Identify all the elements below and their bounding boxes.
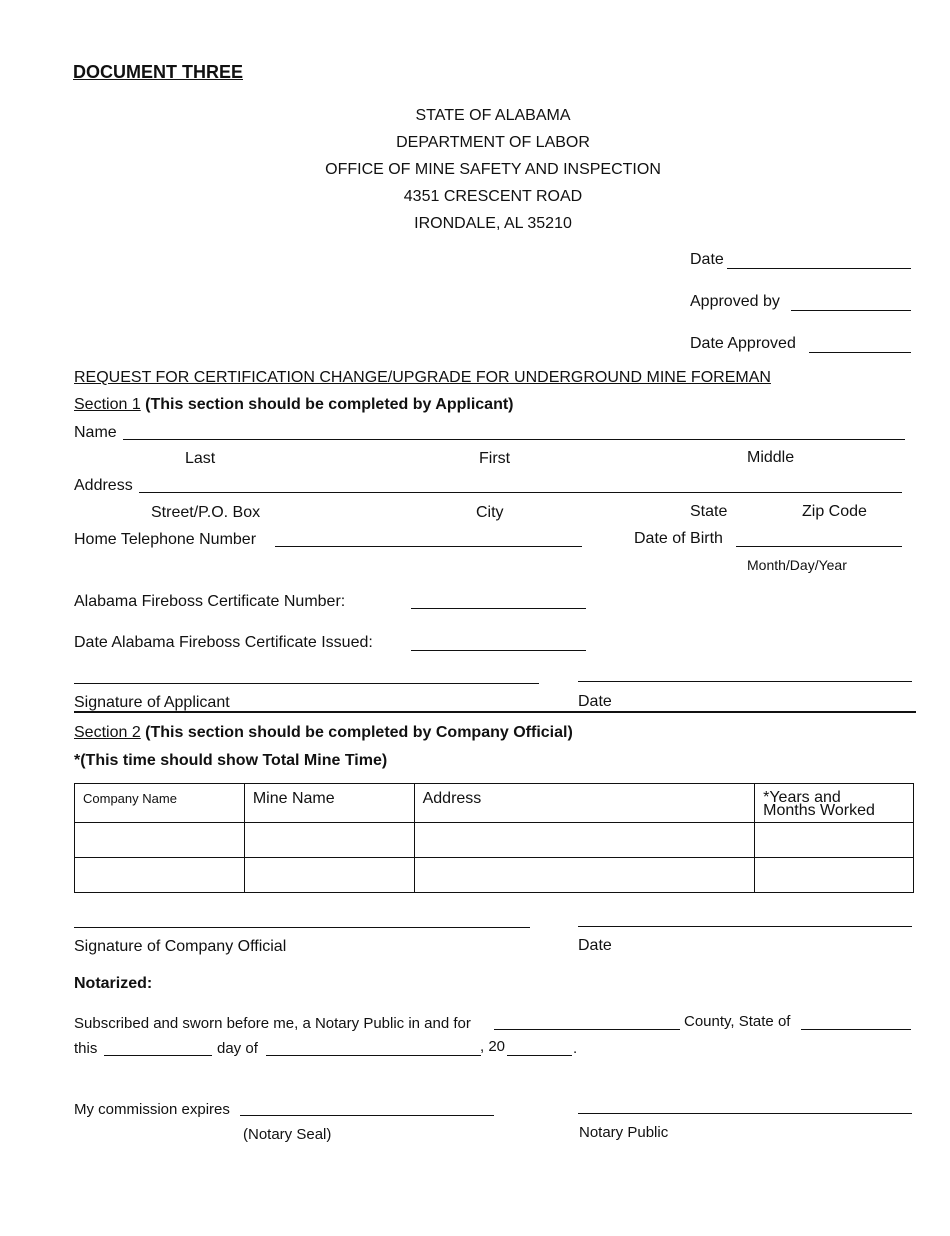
table-cell-address[interactable] <box>414 823 755 858</box>
notary-state-field[interactable] <box>801 1029 911 1030</box>
date-approved-field[interactable] <box>809 352 911 353</box>
col-years-line1: *Years and <box>763 789 841 806</box>
official-signature-label: Signature of Company Official <box>74 938 287 955</box>
section1-heading <box>74 396 514 414</box>
notary-county-field[interactable] <box>494 1029 680 1030</box>
date-approved-label: Date Approved <box>690 335 796 352</box>
address-city-caption: City <box>476 504 504 521</box>
agency-department: DEPARTMENT OF LABOR <box>396 134 590 151</box>
col-address <box>414 784 755 823</box>
day-of-text: day of <box>217 1040 258 1057</box>
address-zip-caption: Zip Code <box>802 503 867 520</box>
home-phone-field[interactable] <box>275 546 582 547</box>
address-label: Address <box>74 477 133 494</box>
col-years-worked <box>755 784 914 823</box>
sworn-text: Subscribed and sworn before me, a Notary Public in and for <box>74 1015 471 1032</box>
table-cell-mine[interactable] <box>244 823 414 858</box>
official-signature-date-label: Date <box>578 937 612 954</box>
section-divider <box>74 711 916 713</box>
approved-by-label: Approved by <box>690 293 780 310</box>
commission-expires-field[interactable] <box>240 1115 494 1116</box>
col-mine-name-label: Mine Name <box>252 790 335 807</box>
table-header-row <box>75 784 914 823</box>
notary-year-field[interactable] <box>507 1055 572 1056</box>
notary-public-label: Notary Public <box>579 1124 669 1141</box>
county-state-text: County, State of <box>684 1013 791 1030</box>
table-cell-company[interactable] <box>75 858 245 893</box>
employment-table <box>74 783 914 893</box>
office-date-label: Date <box>690 251 724 268</box>
section2-note: (This section should be completed by Company Official) <box>145 724 573 741</box>
commission-label: My commission expires <box>74 1101 230 1118</box>
col-address-label: Address <box>422 790 482 807</box>
cert-number-label: Alabama Fireboss Certificate Number: <box>74 593 346 610</box>
name-first-caption: First <box>479 450 511 467</box>
col-company-name-label: Company Name <box>83 791 177 806</box>
table-cell-mine[interactable] <box>244 858 414 893</box>
table-row <box>75 858 914 893</box>
dob-format-caption: Month/Day/Year <box>747 557 847 573</box>
dob-label: Date of Birth <box>634 530 723 547</box>
form-title: REQUEST FOR CERTIFICATION CHANGE/UPGRADE FOR UNDERGROUND MINE FOREMAN <box>74 369 771 386</box>
address-street-caption: Street/P.O. Box <box>151 504 261 521</box>
agency-city: IRONDALE, AL 35210 <box>414 215 572 232</box>
name-field[interactable] <box>123 439 905 440</box>
applicant-signature-date-label: Date <box>578 693 612 710</box>
applicant-signature-label: Signature of Applicant <box>74 694 230 711</box>
cert-issued-label: Date Alabama Fireboss Certificate Issued: <box>74 634 373 651</box>
notary-day-field[interactable] <box>104 1055 212 1056</box>
home-phone-label: Home Telephone Number <box>74 531 257 548</box>
table-cell-years[interactable] <box>755 823 914 858</box>
section1-label: Section 1 <box>74 396 141 413</box>
address-field[interactable] <box>139 492 902 493</box>
notary-seal-label: (Notary Seal) <box>243 1126 332 1143</box>
section2-heading <box>74 724 573 742</box>
official-signature-date-field[interactable] <box>578 926 912 927</box>
name-middle-caption: Middle <box>747 449 795 466</box>
name-last-caption: Last <box>185 450 216 467</box>
this-text: this <box>74 1040 98 1057</box>
col-years-line2: Months Worked <box>763 802 875 819</box>
col-mine-name <box>244 784 414 823</box>
name-label: Name <box>74 424 117 441</box>
table-cell-address[interactable] <box>414 858 755 893</box>
dob-field[interactable] <box>736 546 902 547</box>
section1-note: (This section should be completed by Applicant) <box>145 396 514 413</box>
agency-office: OFFICE OF MINE SAFETY AND INSPECTION <box>325 161 661 178</box>
notary-public-signature-field[interactable] <box>578 1113 912 1114</box>
section2-label: Section 2 <box>74 724 141 741</box>
applicant-signature-date-field[interactable] <box>578 681 912 682</box>
notary-month-field[interactable] <box>266 1055 481 1056</box>
approved-by-field[interactable] <box>791 310 911 311</box>
office-date-field[interactable] <box>727 268 911 269</box>
cert-number-field[interactable] <box>411 608 586 609</box>
notarized-heading: Notarized: <box>74 975 153 992</box>
col-company-name <box>75 784 245 823</box>
table-cell-company[interactable] <box>75 823 245 858</box>
official-signature-field[interactable] <box>74 927 530 928</box>
table-cell-years[interactable] <box>755 858 914 893</box>
cert-issued-field[interactable] <box>411 650 586 651</box>
applicant-signature-field[interactable] <box>74 683 539 684</box>
document-label: DOCUMENT THREE <box>73 62 243 82</box>
period-text: . <box>573 1040 578 1057</box>
year-prefix-text: , 20 <box>480 1038 506 1055</box>
section2-subnote: *(This time should show Total Mine Time) <box>74 752 388 769</box>
agency-state: STATE OF ALABAMA <box>415 107 571 124</box>
agency-street: 4351 CRESCENT ROAD <box>403 188 583 205</box>
address-state-caption: State <box>690 503 728 520</box>
table-row <box>75 823 914 858</box>
